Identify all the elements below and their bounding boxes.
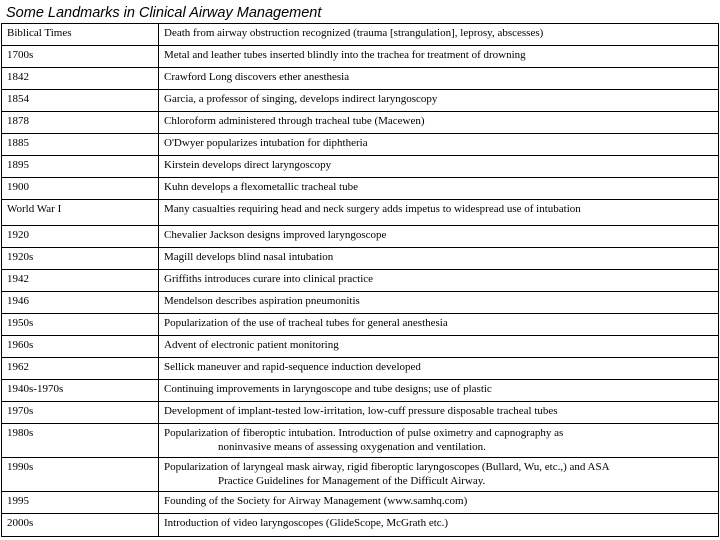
event-cell: Garcia, a professor of singing, develops indirect laryngoscopy	[159, 90, 719, 112]
table-row	[2, 68, 719, 90]
table-row	[2, 336, 719, 358]
table-row	[2, 112, 719, 134]
event-cell	[159, 458, 719, 492]
table-row	[2, 402, 719, 424]
event-cell: Mendelson describes aspiration pneumonitis	[159, 292, 719, 314]
date-cell: 1895	[2, 156, 159, 178]
table-row	[2, 458, 719, 492]
table-row	[2, 380, 719, 402]
table-row	[2, 24, 719, 46]
event-cell: Sellick maneuver and rapid-sequence induction developed	[159, 358, 719, 380]
date-cell: 1995	[2, 492, 159, 514]
event-cell: O'Dwyer popularizes intubation for diphtheria	[159, 134, 719, 156]
event-cell: Griffiths introduces curare into clinical practice	[159, 270, 719, 292]
event-cell: Development of implant-tested low-irritation, low-cuff pressure disposable tracheal tubes	[159, 402, 719, 424]
table-row	[2, 248, 719, 270]
date-cell: World War I	[2, 200, 159, 226]
event-cell	[159, 424, 719, 458]
event-cell: Continuing improvements in laryngoscope and tube designs; use of plastic	[159, 380, 719, 402]
date-cell: 1920	[2, 226, 159, 248]
landmarks-table	[1, 23, 719, 537]
table-row	[2, 358, 719, 380]
table-row	[2, 178, 719, 200]
table-row	[2, 200, 719, 226]
event-line-continued: Practice Guidelines for Management of the Difficult Airway.	[218, 475, 486, 487]
event-cell: Advent of electronic patient monitoring	[159, 336, 719, 358]
table-row	[2, 156, 719, 178]
table-row	[2, 292, 719, 314]
date-cell: 1960s	[2, 336, 159, 358]
date-cell: 1900	[2, 178, 159, 200]
event-cell: Popularization of the use of tracheal tubes for general anesthesia	[159, 314, 719, 336]
event-line: Popularization of laryngeal mask airway, rigid fiberoptic laryngoscopes (Bullard, Wu, etc.,) and ASA	[164, 461, 610, 473]
table-row	[2, 46, 719, 68]
date-cell: 1700s	[2, 46, 159, 68]
event-line: Popularization of fiberoptic intubation. Introduction of pulse oximetry and capnography as	[164, 427, 564, 439]
event-line-continued: noninvasive means of assessing oxygenation and ventilation.	[218, 441, 486, 453]
event-cell: Crawford Long discovers ether anesthesia	[159, 68, 719, 90]
event-cell: Many casualties requiring head and neck surgery adds impetus to widespread use of intubation	[159, 200, 719, 226]
event-cell: Founding of the Society for Airway Management (www.samhq.com)	[159, 492, 719, 514]
date-cell: 1970s	[2, 402, 159, 424]
event-cell: Introduction of video laryngoscopes (GlideScope, McGrath etc.)	[159, 514, 719, 537]
table-row	[2, 424, 719, 458]
date-cell: 1946	[2, 292, 159, 314]
date-cell: 1878	[2, 112, 159, 134]
event-cell: Metal and leather tubes inserted blindly into the trachea for treatment of drowning	[159, 46, 719, 68]
date-cell: 1962	[2, 358, 159, 380]
event-cell: Chloroform administered through tracheal tube (Macewen)	[159, 112, 719, 134]
date-cell: 1990s	[2, 458, 159, 492]
event-cell: Kuhn develops a flexometallic tracheal tube	[159, 178, 719, 200]
table-row	[2, 514, 719, 537]
table-row	[2, 134, 719, 156]
date-cell: 1854	[2, 90, 159, 112]
table-row	[2, 314, 719, 336]
date-cell: 2000s	[2, 514, 159, 537]
table-row	[2, 492, 719, 514]
date-cell: Biblical Times	[2, 24, 159, 46]
event-cell: Magill develops blind nasal intubation	[159, 248, 719, 270]
event-cell: Death from airway obstruction recognized (trauma [strangulation], leprosy, abscesses)	[159, 24, 719, 46]
date-cell: 1942	[2, 270, 159, 292]
table-row	[2, 90, 719, 112]
table-title: Some Landmarks in Clinical Airway Management	[6, 5, 322, 21]
table-row	[2, 226, 719, 248]
date-cell: 1920s	[2, 248, 159, 270]
date-cell: 1940s-1970s	[2, 380, 159, 402]
event-cell: Kirstein develops direct laryngoscopy	[159, 156, 719, 178]
event-cell: Chevalier Jackson designs improved laryngoscope	[159, 226, 719, 248]
date-cell: 1980s	[2, 424, 159, 458]
table-row	[2, 270, 719, 292]
date-cell: 1885	[2, 134, 159, 156]
date-cell: 1950s	[2, 314, 159, 336]
date-cell: 1842	[2, 68, 159, 90]
